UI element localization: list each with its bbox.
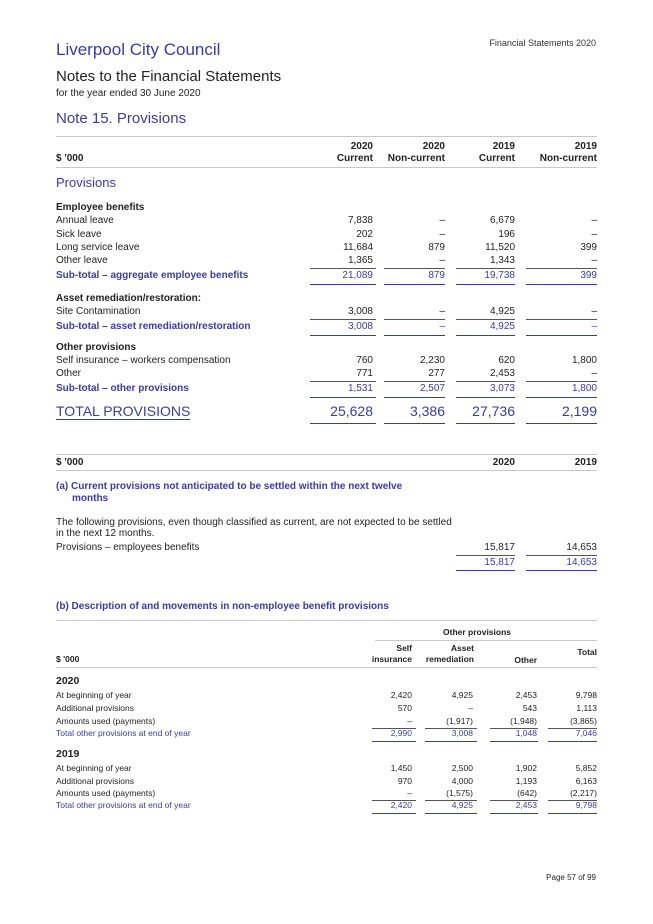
cell: 1,113 [576, 703, 597, 713]
total-row [56, 800, 597, 813]
year-heading: 2019 [56, 748, 80, 760]
table1-header-rule [56, 167, 597, 168]
cell: 4,000 [451, 776, 473, 786]
cell: 879 [428, 270, 445, 281]
subtotal-rule [310, 397, 376, 398]
subtotal-rule [526, 268, 597, 269]
cell: 879 [428, 242, 445, 253]
subtotal-rule [526, 319, 597, 320]
total-label: Total other provisions at end of year [56, 800, 191, 810]
total-rule [456, 423, 515, 424]
group-heading: Other provisions [56, 342, 137, 353]
col-head: remediation [425, 654, 474, 664]
subtotal-label: Sub-total – asset remediation/restoration [56, 321, 251, 332]
paragraph-line: The following provisions, even though classified as current, are not expected to be settled [56, 517, 452, 528]
col-head: Asset [450, 643, 474, 653]
cell: (1,575) [446, 788, 473, 798]
subtotal-rule [384, 335, 445, 336]
cell: (642) [517, 788, 537, 798]
row-label: Other [56, 368, 82, 379]
cell: 4,925 [451, 800, 473, 810]
table-row [56, 229, 597, 242]
total-rule [490, 741, 538, 742]
cell: – [407, 716, 412, 726]
subtotal-row [56, 383, 597, 396]
table-row [56, 690, 597, 703]
cell: 14,653 [566, 557, 597, 568]
col-type: Non-current [539, 153, 597, 164]
cell: 15,817 [484, 557, 515, 568]
table3-top-rule [56, 620, 597, 621]
unit-label: $ '000 [56, 153, 84, 164]
total-row [56, 403, 597, 423]
cell: 570 [397, 703, 412, 713]
col-type: Non-current [387, 153, 445, 164]
col-type: Current [478, 153, 515, 164]
total-rule [526, 570, 597, 571]
total-rule [456, 570, 515, 571]
total-row [56, 728, 597, 741]
row-label: Long service leave [56, 242, 140, 253]
cell: 9,798 [575, 800, 597, 810]
cell: 1,531 [347, 383, 373, 394]
cell: 760 [356, 355, 373, 366]
subtotal-rule [456, 381, 515, 382]
table-row [56, 368, 597, 381]
cell: (1,917) [446, 716, 473, 726]
cell: 19,738 [484, 270, 515, 281]
cell: 620 [498, 355, 515, 366]
cell: – [591, 321, 597, 332]
total-rule [490, 813, 538, 814]
cell: (2,217) [570, 788, 597, 798]
total-rule [372, 741, 416, 742]
year-heading: 2020 [56, 675, 80, 687]
row-label: Other leave [56, 255, 108, 266]
total-rule [548, 813, 597, 814]
subtotal-rule [456, 268, 515, 269]
cell: 25,628 [330, 403, 373, 419]
cell: 3,008 [347, 306, 373, 317]
row-label: Provisions – employees benefits [56, 542, 200, 553]
cell: 399 [580, 242, 597, 253]
cell: 3,073 [489, 383, 515, 394]
subtotal-rule [384, 268, 445, 269]
row-label: Additional provisions [56, 703, 134, 713]
row-label: At beginning of year [56, 690, 132, 700]
subtotal-label: Sub-total – aggregate employee benefits [56, 270, 249, 281]
subtotal-rule [456, 284, 515, 285]
subheading-a-cont: months [72, 493, 109, 504]
subtotal-rule [526, 284, 597, 285]
total-rule [548, 741, 597, 742]
cell: – [439, 255, 445, 266]
subtotal-rule [526, 381, 597, 382]
cell: 1,048 [515, 728, 537, 738]
table-row [56, 355, 597, 368]
cell: 6,163 [575, 776, 597, 786]
cell: 1,193 [515, 776, 537, 786]
cell: – [439, 321, 445, 332]
cell: 4,925 [489, 306, 515, 317]
cell: 2,500 [451, 763, 473, 773]
cell: – [439, 306, 445, 317]
cell: 5,852 [575, 763, 597, 773]
cell: 4,925 [489, 321, 515, 332]
table-row [56, 542, 597, 555]
cell: 1,365 [347, 255, 373, 266]
cell: – [591, 368, 597, 379]
table1-top-rule [56, 136, 597, 137]
group-header-rule [375, 640, 597, 641]
table-row [56, 242, 597, 255]
subtotal-rule [310, 381, 376, 382]
cell: 771 [356, 368, 373, 379]
col-head: Self [396, 643, 412, 653]
cell: 196 [498, 229, 515, 240]
subtotal-rule [310, 319, 376, 320]
total-rule [310, 423, 376, 424]
subtotal-rule [384, 284, 445, 285]
total-rule [425, 813, 477, 814]
subtotal-row [56, 270, 597, 283]
group-heading: Employee benefits [56, 202, 145, 213]
unit-label: $ '000 [56, 654, 80, 664]
subtotal-rule [526, 335, 597, 336]
col-year: 2019 [574, 141, 597, 152]
subtotal-rule [384, 381, 445, 382]
total-rule [425, 741, 477, 742]
table-row [56, 215, 597, 228]
cell: 1,800 [571, 355, 597, 366]
cell: 202 [356, 229, 373, 240]
cell: 27,736 [472, 403, 515, 419]
col-type: Current [336, 153, 373, 164]
cell: 6,679 [489, 215, 515, 226]
section-title: Provisions [56, 175, 116, 190]
table-row [56, 703, 597, 716]
document-label: Financial Statements 2020 [489, 38, 596, 48]
subheading-a: (a) Current provisions not anticipated to be settled within the next twelve [56, 481, 403, 492]
cell: 2,990 [390, 728, 412, 738]
table2-top-rule [56, 454, 597, 455]
col-year: 2020 [492, 457, 515, 468]
cell: 7,838 [347, 215, 373, 226]
subtotal-rule [310, 335, 376, 336]
cell: 15,817 [484, 542, 515, 553]
row-label: Amounts used (payments) [56, 716, 156, 726]
cell: – [591, 306, 597, 317]
table2-header-rule [56, 470, 597, 471]
cell: 2,453 [515, 690, 537, 700]
cell: 3,008 [347, 321, 373, 332]
subtotal-rule [384, 319, 445, 320]
cell: – [591, 229, 597, 240]
col-year: 2020 [422, 141, 445, 152]
cell: – [591, 215, 597, 226]
table3-header-rule [56, 667, 597, 668]
total-label: TOTAL PROVISIONS [56, 403, 191, 419]
table-row [56, 255, 597, 268]
subtotal-rule [456, 555, 515, 556]
subtotal-rule [456, 319, 515, 320]
cell: 2,420 [390, 690, 412, 700]
cell: 970 [397, 776, 412, 786]
council-name: Liverpool City Council [56, 40, 221, 59]
subtotal-rule [526, 397, 597, 398]
total-rule [526, 423, 597, 424]
total-label: Total other provisions at end of year [56, 728, 191, 738]
row-label: Additional provisions [56, 776, 134, 786]
row-label: Self insurance – workers compensation [56, 355, 231, 366]
row-label: Annual leave [56, 215, 114, 226]
cell: (1,948) [510, 716, 537, 726]
row-label: At beginning of year [56, 763, 132, 773]
cell: 14,653 [566, 542, 597, 553]
cell: 2,420 [390, 800, 412, 810]
cell: 543 [522, 703, 537, 713]
page-number: Page 57 of 99 [546, 873, 596, 882]
subheading-b: (b) Description of and movements in non-employee benefit provisions [56, 601, 389, 612]
total-rule [372, 813, 416, 814]
subtotal-rule [384, 397, 445, 398]
col-head: insurance [371, 654, 412, 664]
cell: 11,520 [485, 242, 515, 253]
subtotal-rule [456, 335, 515, 336]
group-heading: Asset remediation/restoration: [56, 293, 202, 304]
subtotal-rule [310, 284, 376, 285]
cell: – [591, 255, 597, 266]
subtotal-label: Sub-total – other provisions [56, 383, 189, 394]
table-row [56, 763, 597, 776]
col-head: Other [514, 655, 537, 665]
row-label: Site Contamination [56, 306, 141, 317]
cell: (3,865) [570, 716, 597, 726]
cell: 2,230 [419, 355, 445, 366]
cell: – [439, 229, 445, 240]
col-year: 2020 [350, 141, 373, 152]
row-label: Sick leave [56, 229, 102, 240]
subtotal-row [56, 321, 597, 334]
paragraph-line: in the next 12 months. [56, 528, 155, 539]
cell: 399 [580, 270, 597, 281]
cell: 4,925 [451, 690, 473, 700]
cell: 2,199 [561, 403, 597, 419]
notes-subtitle: for the year ended 30 June 2020 [56, 88, 201, 99]
cell: – [439, 215, 445, 226]
col-year: 2019 [574, 457, 597, 468]
notes-title: Notes to the Financial Statements [56, 68, 282, 85]
unit-label: $ '000 [56, 457, 84, 468]
cell: 3,386 [409, 403, 445, 419]
cell: – [407, 788, 412, 798]
col-year: 2019 [492, 141, 515, 152]
group-header: Other provisions [443, 627, 512, 637]
cell: 277 [428, 368, 445, 379]
cell: 1,800 [571, 383, 597, 394]
cell: 1,902 [515, 763, 537, 773]
cell: 3,008 [451, 728, 473, 738]
cell: 7,046 [575, 728, 597, 738]
cell: 9,798 [575, 690, 597, 700]
table-row [56, 306, 597, 319]
table2-header [56, 457, 597, 470]
note-heading: Note 15. Provisions [56, 110, 187, 127]
cell: 1,450 [390, 763, 412, 773]
cell: – [468, 703, 473, 713]
cell: 2,453 [515, 800, 537, 810]
total-row [56, 557, 597, 570]
cell: 21,089 [342, 270, 373, 281]
subtotal-rule [526, 555, 597, 556]
subtotal-rule [456, 397, 515, 398]
cell: 2,507 [419, 383, 445, 394]
subtotal-rule [310, 268, 376, 269]
total-rule [384, 423, 445, 424]
cell: 2,453 [489, 368, 515, 379]
cell: 1,343 [489, 255, 515, 266]
table1-type-header [56, 153, 597, 166]
row-label: Amounts used (payments) [56, 788, 156, 798]
cell: 11,684 [343, 242, 373, 253]
col-head: Total [577, 647, 597, 657]
